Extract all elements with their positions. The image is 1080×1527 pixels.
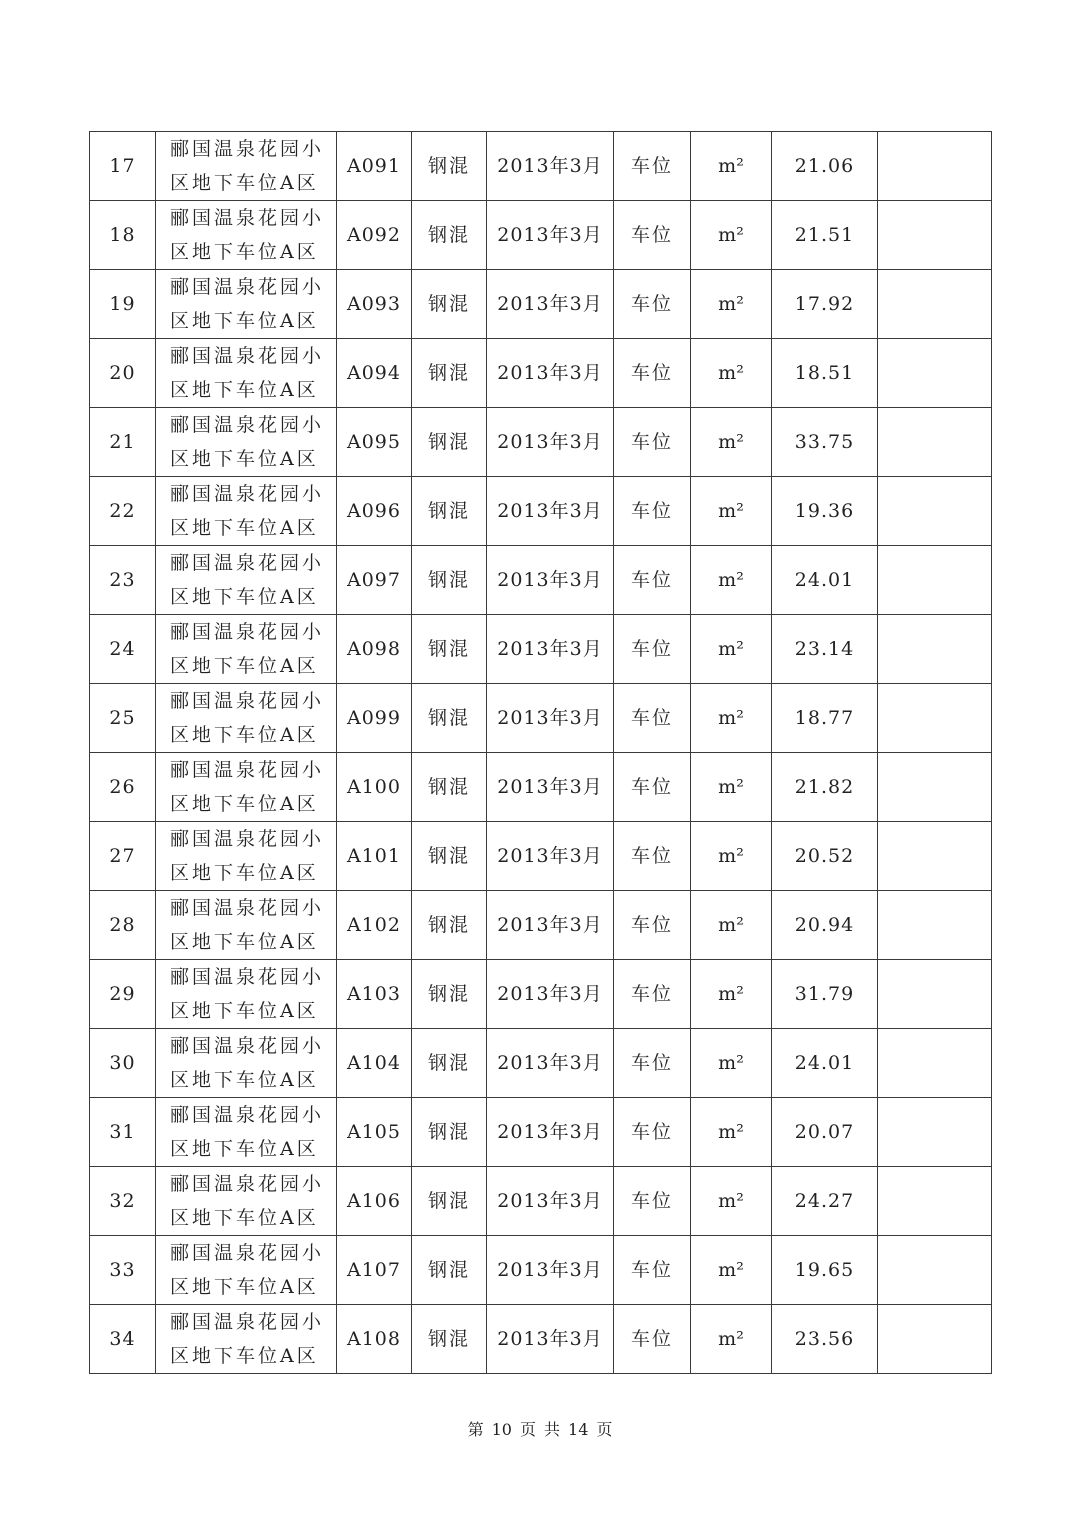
table-row: [90, 339, 992, 408]
row-number-cell: 20: [90, 339, 156, 408]
area-cell: 31.79: [772, 960, 878, 1029]
use-cell: 车位: [614, 201, 691, 270]
row-number-cell: 17: [90, 132, 156, 201]
location-cell: [156, 960, 337, 1029]
location-line-2: 区地下车位A区: [170, 862, 319, 884]
note-cell: [878, 270, 992, 339]
note-cell: [878, 1098, 992, 1167]
row-number-cell: 23: [90, 546, 156, 615]
location-cell: [156, 822, 337, 891]
unit-cell: m²: [691, 891, 772, 960]
area-cell: 19.36: [772, 477, 878, 546]
location-cell: [156, 1305, 337, 1374]
date-cell: 2013年3月: [487, 201, 614, 270]
table-row: [90, 960, 992, 1029]
use-cell: 车位: [614, 822, 691, 891]
row-number-cell: 24: [90, 615, 156, 684]
use-cell: 车位: [614, 477, 691, 546]
location-line-1: 郦国温泉花园小: [170, 1242, 325, 1264]
row-number-cell: 28: [90, 891, 156, 960]
location-cell: [156, 546, 337, 615]
table-row: [90, 753, 992, 822]
date-cell: 2013年3月: [487, 1305, 614, 1374]
unit-cell: m²: [691, 684, 772, 753]
row-number-cell: 19: [90, 270, 156, 339]
location-line-1: 郦国温泉花园小: [170, 414, 325, 436]
page-footer: [0, 1417, 1080, 1440]
location-line-1: 郦国温泉花园小: [170, 138, 325, 160]
area-cell: 21.82: [772, 753, 878, 822]
location-cell: [156, 408, 337, 477]
location-line-2: 区地下车位A区: [170, 517, 319, 539]
location-line-2: 区地下车位A区: [170, 1000, 319, 1022]
footer-current-page: 10: [491, 1420, 512, 1439]
use-cell: 车位: [614, 1236, 691, 1305]
note-cell: [878, 201, 992, 270]
structure-cell: 钢混: [412, 477, 487, 546]
location-cell: [156, 1167, 337, 1236]
area-cell: 20.07: [772, 1098, 878, 1167]
location-cell: [156, 891, 337, 960]
note-cell: [878, 1029, 992, 1098]
structure-cell: 钢混: [412, 960, 487, 1029]
location-line-2: 区地下车位A区: [170, 1345, 319, 1367]
structure-cell: 钢混: [412, 891, 487, 960]
structure-cell: 钢混: [412, 1098, 487, 1167]
table-row: [90, 684, 992, 753]
location-line-1: 郦国温泉花园小: [170, 276, 325, 298]
unit-cell: m²: [691, 960, 772, 1029]
area-cell: 24.27: [772, 1167, 878, 1236]
date-cell: 2013年3月: [487, 477, 614, 546]
row-number-cell: 29: [90, 960, 156, 1029]
note-cell: [878, 891, 992, 960]
location-line-1: 郦国温泉花园小: [170, 345, 325, 367]
table-row: [90, 822, 992, 891]
unit-cell: m²: [691, 477, 772, 546]
note-cell: [878, 753, 992, 822]
code-cell: A092: [337, 201, 412, 270]
area-cell: 23.56: [772, 1305, 878, 1374]
date-cell: 2013年3月: [487, 960, 614, 1029]
use-cell: 车位: [614, 132, 691, 201]
date-cell: 2013年3月: [487, 684, 614, 753]
location-line-1: 郦国温泉花园小: [170, 966, 325, 988]
area-cell: 18.77: [772, 684, 878, 753]
use-cell: 车位: [614, 1098, 691, 1167]
location-line-2: 区地下车位A区: [170, 241, 319, 263]
code-cell: A106: [337, 1167, 412, 1236]
location-line-1: 郦国温泉花园小: [170, 207, 325, 229]
row-number-cell: 33: [90, 1236, 156, 1305]
location-line-1: 郦国温泉花园小: [170, 759, 325, 781]
location-line-2: 区地下车位A区: [170, 1276, 319, 1298]
location-cell: [156, 270, 337, 339]
table-row: [90, 408, 992, 477]
date-cell: 2013年3月: [487, 270, 614, 339]
unit-cell: m²: [691, 201, 772, 270]
unit-cell: m²: [691, 822, 772, 891]
note-cell: [878, 339, 992, 408]
location-line-2: 区地下车位A区: [170, 1138, 319, 1160]
area-cell: 24.01: [772, 1029, 878, 1098]
area-cell: 18.51: [772, 339, 878, 408]
note-cell: [878, 546, 992, 615]
row-number-cell: 22: [90, 477, 156, 546]
area-cell: 19.65: [772, 1236, 878, 1305]
row-number-cell: 32: [90, 1167, 156, 1236]
unit-cell: m²: [691, 1029, 772, 1098]
note-cell: [878, 822, 992, 891]
table-row: [90, 1236, 992, 1305]
use-cell: 车位: [614, 684, 691, 753]
area-cell: 21.06: [772, 132, 878, 201]
note-cell: [878, 1305, 992, 1374]
location-cell: [156, 132, 337, 201]
location-line-1: 郦国温泉花园小: [170, 828, 325, 850]
code-cell: A093: [337, 270, 412, 339]
note-cell: [878, 477, 992, 546]
code-cell: A099: [337, 684, 412, 753]
use-cell: 车位: [614, 339, 691, 408]
note-cell: [878, 615, 992, 684]
unit-cell: m²: [691, 546, 772, 615]
use-cell: 车位: [614, 753, 691, 822]
table-row: [90, 615, 992, 684]
location-line-1: 郦国温泉花园小: [170, 1035, 325, 1057]
area-cell: 24.01: [772, 546, 878, 615]
table-row: [90, 201, 992, 270]
date-cell: 2013年3月: [487, 1098, 614, 1167]
code-cell: A102: [337, 891, 412, 960]
area-cell: 20.94: [772, 891, 878, 960]
date-cell: 2013年3月: [487, 1236, 614, 1305]
location-line-2: 区地下车位A区: [170, 310, 319, 332]
location-line-1: 郦国温泉花园小: [170, 897, 325, 919]
footer-total-pages: 14: [568, 1420, 589, 1439]
code-cell: A091: [337, 132, 412, 201]
location-line-2: 区地下车位A区: [170, 1069, 319, 1091]
use-cell: 车位: [614, 615, 691, 684]
unit-cell: m²: [691, 753, 772, 822]
location-line-2: 区地下车位A区: [170, 724, 319, 746]
footer-total-word: 共: [544, 1420, 561, 1439]
location-line-2: 区地下车位A区: [170, 1207, 319, 1229]
footer-suffix: 页: [596, 1420, 613, 1439]
use-cell: 车位: [614, 546, 691, 615]
table-row: [90, 1098, 992, 1167]
structure-cell: 钢混: [412, 546, 487, 615]
unit-cell: m²: [691, 339, 772, 408]
code-cell: A108: [337, 1305, 412, 1374]
note-cell: [878, 684, 992, 753]
location-cell: [156, 684, 337, 753]
date-cell: 2013年3月: [487, 132, 614, 201]
use-cell: 车位: [614, 1029, 691, 1098]
code-cell: A107: [337, 1236, 412, 1305]
use-cell: 车位: [614, 1167, 691, 1236]
note-cell: [878, 132, 992, 201]
footer-page-word: 页: [519, 1420, 536, 1439]
use-cell: 车位: [614, 960, 691, 1029]
row-number-cell: 30: [90, 1029, 156, 1098]
note-cell: [878, 1167, 992, 1236]
date-cell: 2013年3月: [487, 753, 614, 822]
use-cell: 车位: [614, 270, 691, 339]
location-line-2: 区地下车位A区: [170, 586, 319, 608]
code-cell: A103: [337, 960, 412, 1029]
location-cell: [156, 339, 337, 408]
location-line-1: 郦国温泉花园小: [170, 1104, 325, 1126]
location-cell: [156, 1029, 337, 1098]
unit-cell: m²: [691, 270, 772, 339]
location-line-2: 区地下车位A区: [170, 931, 319, 953]
row-number-cell: 25: [90, 684, 156, 753]
structure-cell: 钢混: [412, 822, 487, 891]
unit-cell: m²: [691, 1098, 772, 1167]
location-cell: [156, 477, 337, 546]
date-cell: 2013年3月: [487, 615, 614, 684]
area-cell: 20.52: [772, 822, 878, 891]
location-cell: [156, 1236, 337, 1305]
location-line-2: 区地下车位A区: [170, 448, 319, 470]
use-cell: 车位: [614, 891, 691, 960]
date-cell: 2013年3月: [487, 1029, 614, 1098]
location-cell: [156, 1098, 337, 1167]
location-line-1: 郦国温泉花园小: [170, 621, 325, 643]
code-cell: A096: [337, 477, 412, 546]
structure-cell: 钢混: [412, 1167, 487, 1236]
location-line-1: 郦国温泉花园小: [170, 483, 325, 505]
location-cell: [156, 753, 337, 822]
row-number-cell: 31: [90, 1098, 156, 1167]
row-number-cell: 26: [90, 753, 156, 822]
structure-cell: 钢混: [412, 270, 487, 339]
table-row: [90, 132, 992, 201]
structure-cell: 钢混: [412, 1236, 487, 1305]
location-line-2: 区地下车位A区: [170, 793, 319, 815]
unit-cell: m²: [691, 132, 772, 201]
code-cell: A100: [337, 753, 412, 822]
note-cell: [878, 408, 992, 477]
table-row: [90, 546, 992, 615]
code-cell: A094: [337, 339, 412, 408]
location-line-1: 郦国温泉花园小: [170, 1173, 325, 1195]
asset-table: [89, 131, 992, 1374]
table-row: [90, 891, 992, 960]
note-cell: [878, 1236, 992, 1305]
use-cell: 车位: [614, 1305, 691, 1374]
code-cell: A104: [337, 1029, 412, 1098]
date-cell: 2013年3月: [487, 891, 614, 960]
structure-cell: 钢混: [412, 1305, 487, 1374]
table-row: [90, 1305, 992, 1374]
structure-cell: 钢混: [412, 684, 487, 753]
location-line-1: 郦国温泉花园小: [170, 1311, 325, 1333]
unit-cell: m²: [691, 1305, 772, 1374]
date-cell: 2013年3月: [487, 822, 614, 891]
unit-cell: m²: [691, 1236, 772, 1305]
area-cell: 17.92: [772, 270, 878, 339]
location-cell: [156, 201, 337, 270]
structure-cell: 钢混: [412, 201, 487, 270]
area-cell: 33.75: [772, 408, 878, 477]
structure-cell: 钢混: [412, 615, 487, 684]
structure-cell: 钢混: [412, 1029, 487, 1098]
location-line-2: 区地下车位A区: [170, 655, 319, 677]
structure-cell: 钢混: [412, 132, 487, 201]
footer-prefix: 第: [467, 1420, 484, 1439]
unit-cell: m²: [691, 615, 772, 684]
code-cell: A097: [337, 546, 412, 615]
location-cell: [156, 615, 337, 684]
date-cell: 2013年3月: [487, 546, 614, 615]
location-line-1: 郦国温泉花园小: [170, 552, 325, 574]
area-cell: 21.51: [772, 201, 878, 270]
structure-cell: 钢混: [412, 408, 487, 477]
location-line-2: 区地下车位A区: [170, 379, 319, 401]
code-cell: A101: [337, 822, 412, 891]
table-row: [90, 1029, 992, 1098]
location-line-2: 区地下车位A区: [170, 172, 319, 194]
row-number-cell: 21: [90, 408, 156, 477]
row-number-cell: 27: [90, 822, 156, 891]
date-cell: 2013年3月: [487, 1167, 614, 1236]
unit-cell: m²: [691, 408, 772, 477]
table-row: [90, 1167, 992, 1236]
use-cell: 车位: [614, 408, 691, 477]
table-body: [90, 132, 992, 1374]
note-cell: [878, 960, 992, 1029]
unit-cell: m²: [691, 1167, 772, 1236]
row-number-cell: 18: [90, 201, 156, 270]
code-cell: A095: [337, 408, 412, 477]
table-row: [90, 270, 992, 339]
row-number-cell: 34: [90, 1305, 156, 1374]
date-cell: 2013年3月: [487, 339, 614, 408]
location-line-1: 郦国温泉花园小: [170, 690, 325, 712]
structure-cell: 钢混: [412, 753, 487, 822]
structure-cell: 钢混: [412, 339, 487, 408]
code-cell: A105: [337, 1098, 412, 1167]
date-cell: 2013年3月: [487, 408, 614, 477]
code-cell: A098: [337, 615, 412, 684]
table-row: [90, 477, 992, 546]
area-cell: 23.14: [772, 615, 878, 684]
